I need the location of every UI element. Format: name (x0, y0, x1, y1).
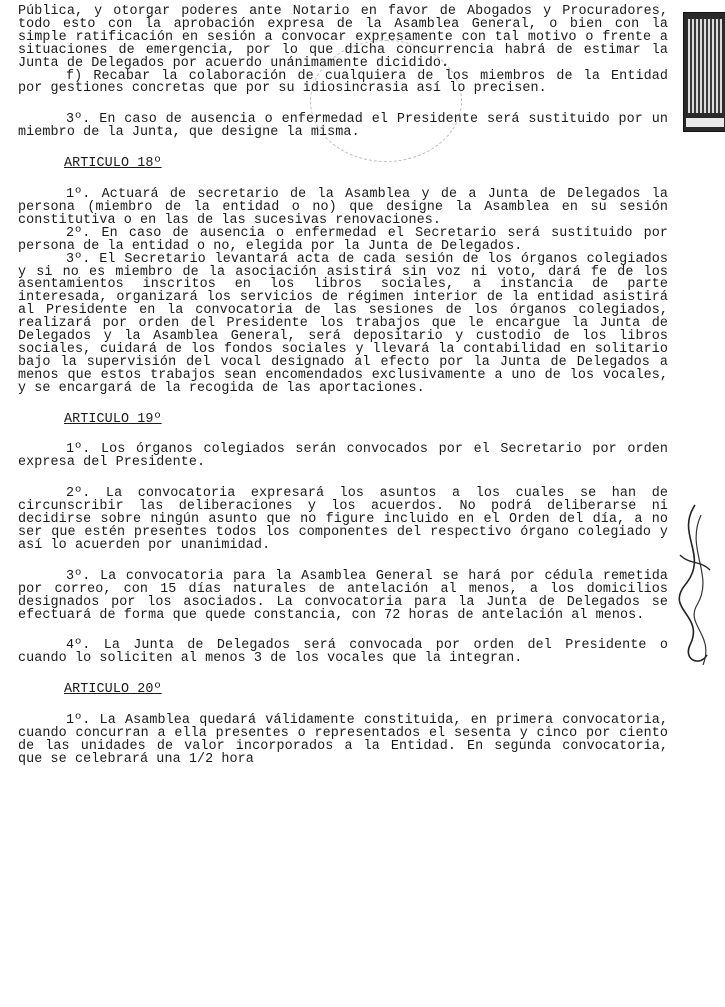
paragraph-2-art18: 2º. En caso de ausencia o enfermedad el Secretario será sustituido por persona de la entidad o no, elegida por la Junta de Delegados. (18, 225, 668, 254)
paragraph-1-art18: 1º. Actuará de secretario de la Asamblea y de a Junta de Delegados la persona (miembro de la entidad o no) que designe la Asamblea en su sesión constitutiva o en las de las sucesivas renovaciones. (18, 187, 668, 228)
heading-articulo-20: ARTICULO 20º (64, 682, 162, 698)
heading-articulo-18: ARTICULO 18º (64, 156, 162, 172)
paragraph-3-art19: 3º. La convocatoria para la Asamblea General se hará por cédula remetida por correo, con 15 días naturales de antelación al menos, a los domicilios designados por los asociados. La convocatoria para la Junta de Delegados se efectuará de forma que quede constancia, con 72 horas de antelación al menos. (18, 568, 668, 623)
tax-stamp-icon (683, 12, 725, 132)
document-body (18, 6, 668, 767)
paragraph-2-art19: 2º. La convocatoria expresará los asuntos a los cuales se han de circunscribir las deliberaciones y los acuerdos. No podrá deliberarse ni decidirse sobre ningún asunto que no figure incluido en el Orden del día, a no ser que estén presentes todos los componentes del respectivo órgano colegiado y así lo acuerden por unanimidad. (18, 486, 668, 553)
paragraph-1-art20: 1º. La Asamblea quedará válidamente constituida, en primera convocatoria, cuando concurran a ella presentes o representados el sesenta y cinco por ciento de las unidades de valor incorporados a la Entidad. En segunda convocatoria, que se celebrará una 1/2 hora (18, 713, 668, 767)
paragraph-3-art18: 3º. El Secretario levantará acta de cada sesión de los órganos colegiados y si no es miembro de la asociación asistirá sin voz ni voto, dará fe de los asentamientos inscritos en los libros sociales, a instancia de parte interesada, organizará los servicios de régimen interior de la entidad asistirá al Presidente en la convocatoria de las sesiones de los órganos colegiados, realizará por orden del Presidente los trabajos que le encargue la Junta de Delegados y la Asamblea General, será depositario y custodio de los libros sociales, cuidará de los fondos sociales y llevará la contabilidad en solitario bajo la supervisión del vocal designado al efecto por la Junta de Delegados a menos que estos trabajos sean encomendados exclusivamente a uno de los vocales, y se encargará de la recogida de las aportaciones. (18, 251, 668, 396)
heading-articulo-19: ARTICULO 19º (64, 411, 162, 427)
paragraph-f: f) Recabar la colaboración de cualquiera de los miembros de la Entidad por gestiones concretas que por su idiosincrasia así lo precisen. (18, 68, 668, 97)
paragraph-4-art19: 4º. La Junta de Delegados será convocada por orden del Presidente o cuando lo soliciten al menos 3 de los vocales que la integran. (18, 638, 668, 667)
intro-paragraph: Pública, y otorgar poderes ante Notario en favor de Abogados y Procuradores, todo esto con la aprobación expresa de la Asamblea General, o bien con la simple ratificación en sesión a convocar expresamente con tal motivo o frente a situaciones de emergencia, por lo que dicha concurrencia habrá de estimar la Junta de Delegados por acuerdo unánimamente dicidido. (18, 4, 668, 71)
paragraph-3-art17: 3º. En caso de ausencia o enfermedad el Presidente será sustituido por un miembro de la Junta, que designe la misma. (18, 112, 668, 141)
paragraph-1-art19: 1º. Los órganos colegiados serán convocados por el Secretario por orden expresa del Presidente. (18, 442, 668, 471)
